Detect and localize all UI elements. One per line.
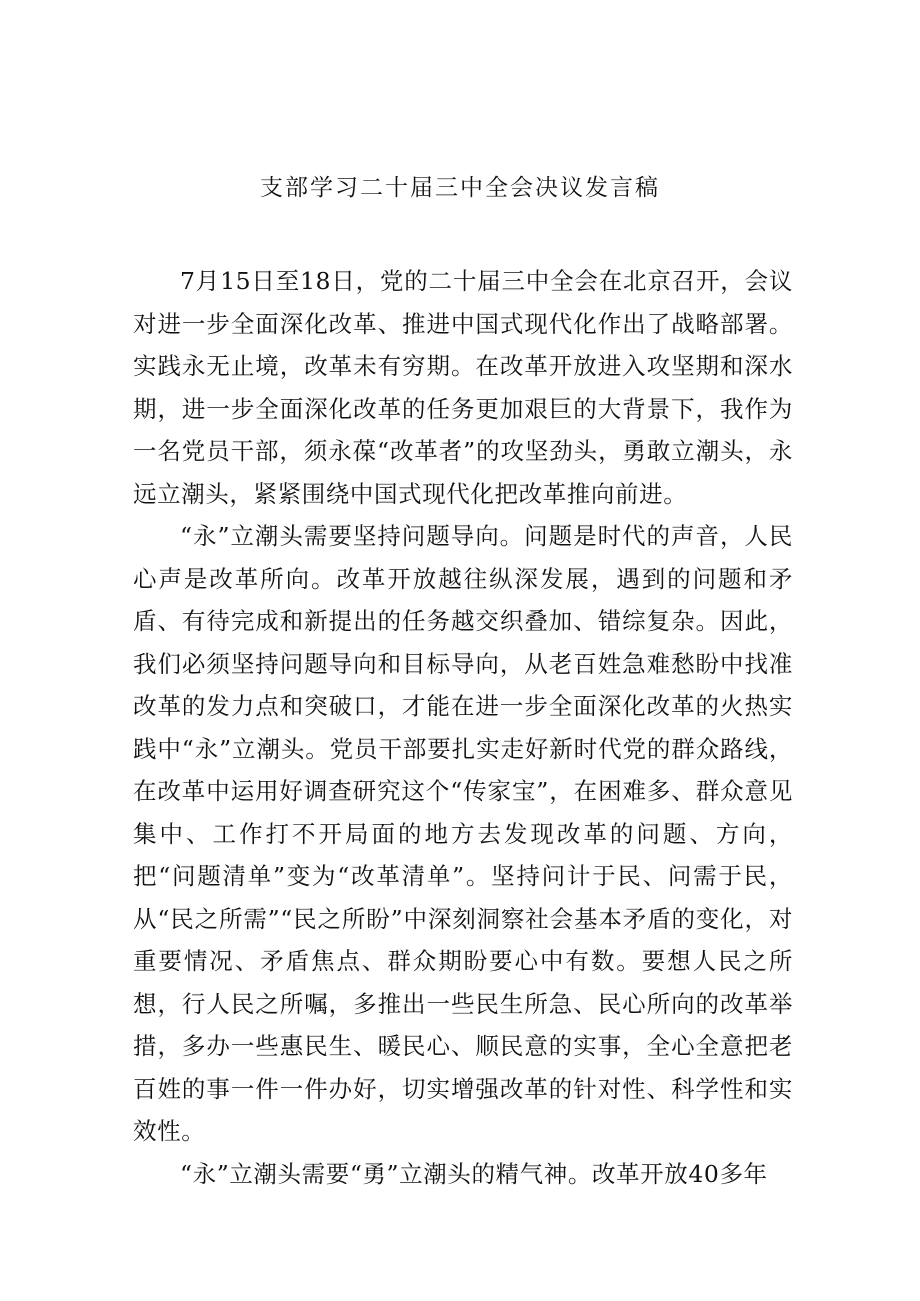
paragraph-intro: 7月15日至18日，党的二十届三中全会在北京召开，会议对进一步全面深化改革、推进中国式现代化作出了战略部署。实践永无止境，改革未有穷期。在改革开放进入攻坚期和深水期，进一步全面深化改革的任务更加艰巨的大背景下，我作为一名党员干部，须永葆“改革者”的攻坚劲头，勇敢立潮头，永远立潮头，紧紧围绕中国式现代化把改革推向前进。: [133, 267, 793, 508]
paragraph-problem-orientation: “永”立潮头需要坚持问题导向。问题是时代的声音，人民心声是改革所向。改革开放越往纵深发展，遇到的问题和矛盾、有待完成和新提出的任务越交织叠加、错综复杂。因此，我们必须坚持问题导向和目标导向，从老百姓急难愁盼中找准改革的发力点和突破口，才能在进一步全面深化改革的火热实践中“永”立潮头。党员干部要扎实走好新时代党的群众路线，在改革中运用好调查研究这个“传家宝”，在困难多、群众意见集中、工作打不开局面的地方去发现改革的问题、方向，把“问题清单”变为“改革清单”。坚持问计于民、问需于民，从“民之所需”“民之所盼”中深刻洞察社会基本矛盾的变化，对重要情况、矛盾焦点、群众期盼要心中有数。要想人民之所想，行人民之所嘱，多推出一些民生所急、民心所向的改革举措，多办一些惠民生、暖民心、顺民意的实事，全心全意把老百姓的事一件一件办好，切实增强改革的针对性、科学性和实效性。: [133, 522, 793, 1145]
document-title: 支部学习二十届三中全会决议发言稿: [260, 175, 660, 201]
document-body: [133, 260, 793, 1195]
paragraph-spirit: “永”立潮头需要“勇”立潮头的精气神。改革开放40多年: [180, 1159, 768, 1188]
